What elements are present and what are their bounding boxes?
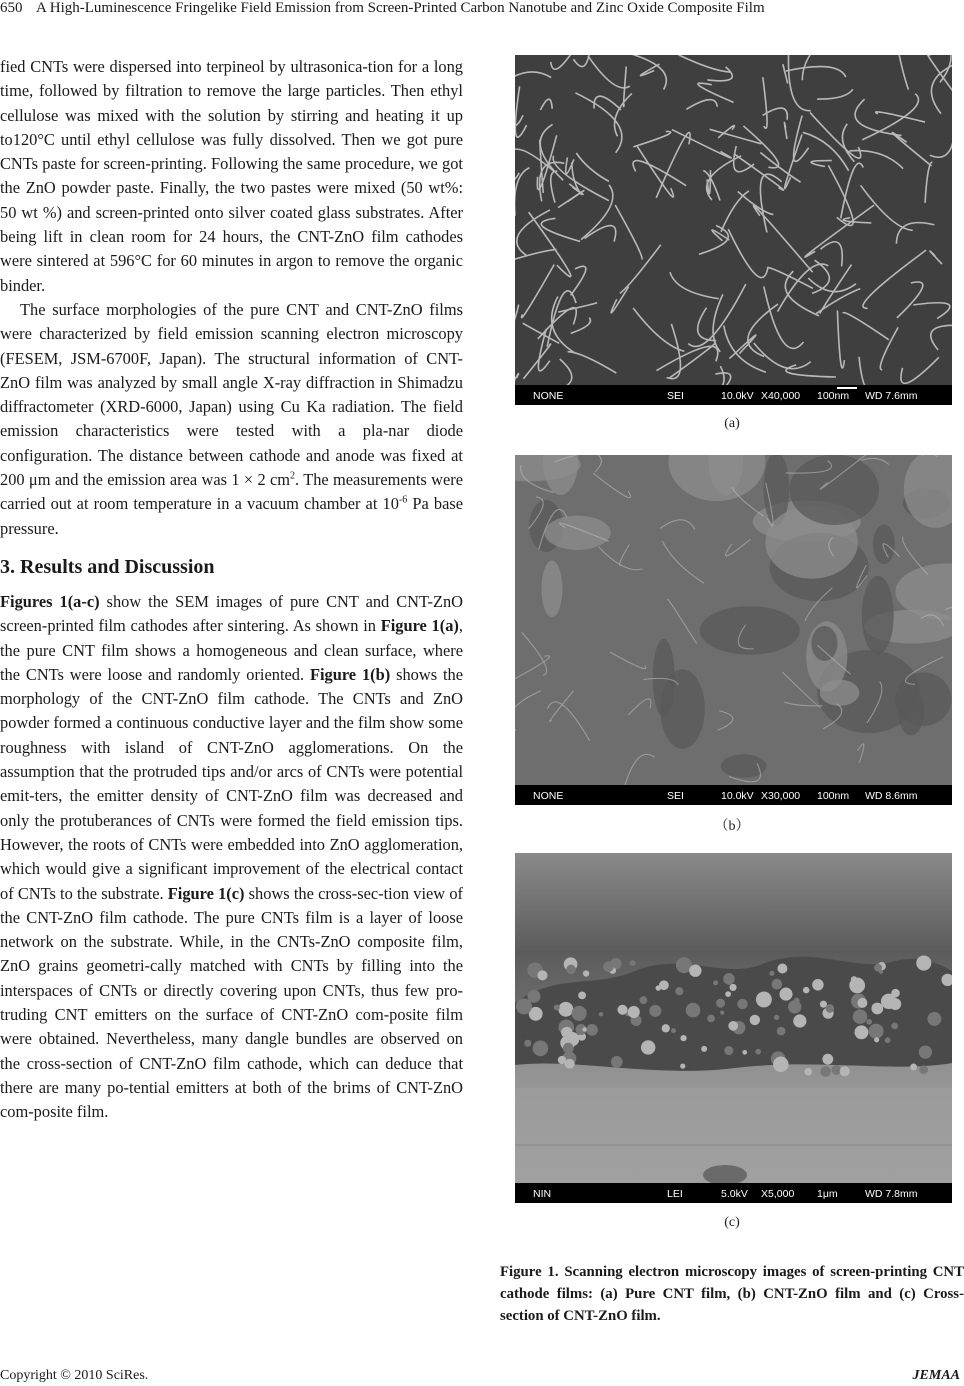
databar-c-5: WD 7.8mm	[865, 1188, 918, 1200]
section-heading: 3. Results and Discussion	[0, 555, 215, 578]
databar-c-3: X5,000	[761, 1188, 795, 1200]
databar-b-4: 100nm	[817, 790, 850, 802]
databar-b-1: SEI	[667, 790, 684, 802]
body-paragraph-2: The surface morphologies of the pure CNT and CNT-ZnO films were characterized by field emission scanning electron microscopy (FESEM, JSM-6700F, Japan). The structural information of CNT-ZnO film was analyzed by small angle X-ray diffraction in Shimadzu diffractometer (XRD-6000, Japan) using Cu Ka radiation. The field emission characteristics were tested with a pla-nar diode configuration. The distance between cathode and anode was fixed at 200 μm and the emission area was 1 × 2 $cm^2$. The measurements were carried out at room temperature in a vacuum chamber at $10^{-6}$ Pa base pressure.	[0, 299, 463, 538]
databar-c-2: 5.0kV	[721, 1188, 748, 1200]
panel-label-a: (a)	[724, 416, 740, 431]
body-paragraph-3: Figures 1(a-c) show the SEM images of pure CNT and CNT-ZnO screen-printed film cathodes after sintering. As shown in Figure 1(a), the pure CNT film shows a homogeneous and clean surface, where the CNTs were loose and randomly oriented. Figure 1(b) shows the morphology of the CNT-ZnO film cathode. The CNTs and ZnO powder formed a continuous conductive layer and the film show some roughness with island of CNT-ZnO agglomerations. On the assumption that the protruded tips and/or arcs of CNTs were potential emit-ters, the emitter density of CNT-ZnO film was decreased and only the protuberances of CNTs were formed the field emission tips. However, the roots of CNTs were embedded into ZnO agglomeration, which would give a significant improvement of the electrical contact of CNTs to the substrate. Figure 1(c) shows the cross-sec-tion view of the CNT-ZnO film cathode. The pure CNTs film is a layer of loose network on the substrate. While, in the CNTs-ZnO composite film, ZnO grains geometri-cally matched with CNTs by filling into the interspaces of CNTs or directly covering upon CNTs, thus few pro-truding CNT emitters on the surface of CNT-ZnO com-posite film were obtained. Nevertheless, many dangle bundles are observed on the cross-section of CNT-ZnO film cathode, which can deduce that there are many po-tential emitters at both of the brims of CNT-ZnO com-posite film.	[0, 591, 464, 1122]
journal-name: JEMAA	[912, 1368, 960, 1383]
databar-b-0: NONE	[533, 790, 564, 802]
page-footer	[0, 1368, 964, 1386]
sem-image-c	[515, 853, 952, 1203]
page-header	[0, 0, 964, 24]
copyright-notice: Copyright © 2010 SciRes.	[0, 1368, 149, 1383]
sem-image-a	[515, 55, 952, 405]
databar-b-3: X30,000	[761, 790, 801, 802]
databar-c-4: 1μm	[817, 1188, 838, 1200]
panel-label-b: （b）	[714, 819, 750, 834]
databar-a-0: NONE	[533, 390, 564, 402]
figure-caption: Figure 1. Scanning electron microscopy images of screen-printing CNT cathode films: (a) Pure CNT film, (b) CNT-ZnO film and (c) Cross-section of CNT-ZnO film.	[500, 1264, 964, 1324]
panel-label-c: (c)	[724, 1215, 740, 1230]
databar-a-3: X40,000	[761, 390, 801, 402]
page-number: 650	[0, 0, 23, 16]
databar-a-5: WD 7.6mm	[865, 390, 918, 402]
left-column	[0, 55, 463, 1124]
sem-image-b	[515, 455, 952, 805]
databar-a-1: SEI	[667, 390, 684, 402]
databar-c-1: LEI	[667, 1188, 683, 1200]
databar-b-5: WD 8.6mm	[865, 790, 918, 802]
running-title: A High-Luminescence Fringelike Field Emission from Screen-Printed Carbon Nanotube and Zinc Oxide Composite Film	[36, 0, 765, 16]
databar-a-4: 100nm	[817, 390, 850, 402]
body-paragraph-1: fied CNTs were dispersed into terpineol by ultrasonica-tion for a long time, followed by filtration to remove the large particles. Then ethyl cellulose was mixed with the solution by stirring and heating it up to120°C until ethyl cellulose was fully dissolved. Then we got pure CNTs paste for screen-printing. Following the same procedure, we got the ZnO powder paste. Finally, the two pastes were mixed (50 wt%: 50 wt %) and screen-printed onto silver coated glass substrates. After being lift in clean room for 24 hours, the CNT-ZnO film cathodes were sintered at 596°C for 60 minutes in argon to remove the organic binder.	[0, 57, 463, 295]
databar-c-0: NIN	[533, 1188, 552, 1200]
databar-a-2: 10.0kV	[721, 390, 754, 402]
databar-b-2: 10.0kV	[721, 790, 754, 802]
